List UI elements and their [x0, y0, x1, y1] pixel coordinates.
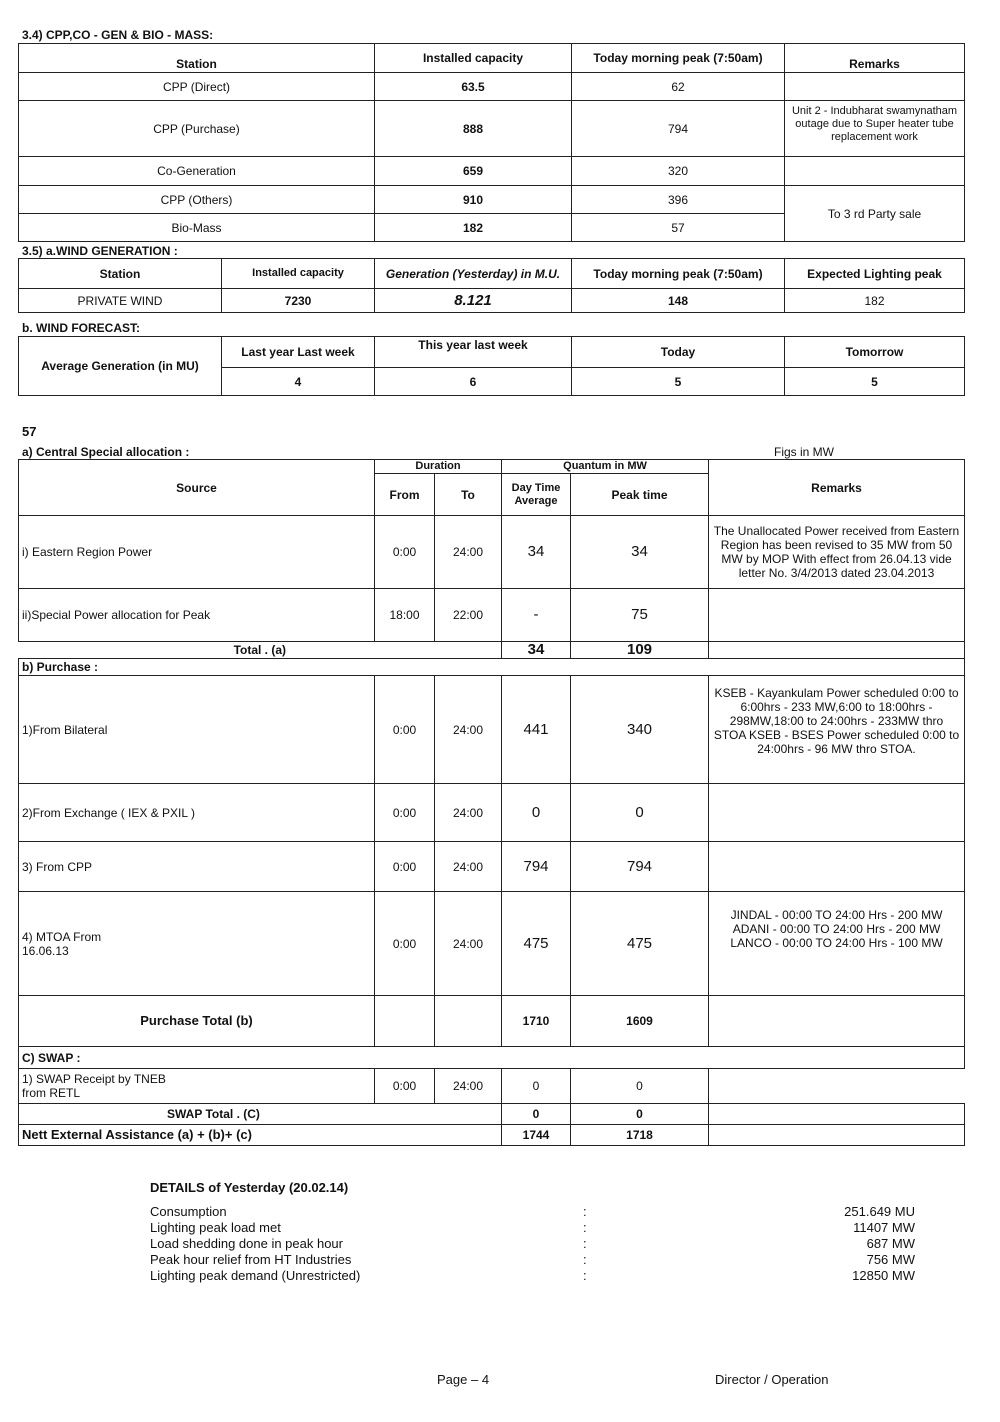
remarks-cell: Unit 2 - Indubharat swamynatham outage due to Super heater tube replacement work: [785, 101, 965, 157]
list-item: [150, 1268, 915, 1284]
to-cell: 24:00: [435, 842, 502, 892]
total-a-label: Total . (a): [19, 642, 502, 659]
day-average-cell: 794: [502, 842, 571, 892]
station-cell: CPP (Direct): [19, 73, 375, 101]
table-row: [19, 289, 965, 313]
expected-peak-header: Expected Lighting peak: [785, 259, 965, 289]
source-cell: 4) MTOA From 16.06.13: [19, 892, 375, 996]
nett-assistance-label: Nett External Assistance (a) + (b)+ (c): [19, 1125, 502, 1146]
from-cell: 0:00: [375, 676, 435, 784]
to-cell: 24:00: [435, 1069, 502, 1104]
duration-header: Duration: [375, 460, 502, 474]
purchase-total-label: Purchase Total (b): [19, 996, 375, 1047]
table-row: [19, 892, 965, 996]
to-cell: 24:00: [435, 516, 502, 589]
empty-cell: [709, 1104, 965, 1125]
peak-cell: 148: [572, 289, 785, 313]
average-generation-label: Average Generation (in MU): [19, 337, 222, 396]
today-value: 5: [572, 368, 785, 396]
wind-forecast-table: [18, 336, 965, 396]
total-row: [19, 1104, 965, 1125]
source-cell: ii)Special Power allocation for Peak: [19, 589, 375, 642]
to-cell: 24:00: [435, 676, 502, 784]
detail-value: 12850 MW: [852, 1268, 915, 1283]
remarks-cell: To 3 rd Party sale: [785, 186, 965, 242]
to-cell: 24:00: [435, 784, 502, 842]
empty-cell: [375, 996, 435, 1047]
to-cell: 22:00: [435, 589, 502, 642]
remarks-cell: JINDAL - 00:00 TO 24:00 Hrs - 200 MW ADANI - 00:00 TO 24:00 Hrs - 200 MW LANCO - 00:00 TO 24:00 Hrs - 100 MW: [709, 892, 965, 996]
remarks-cell: [709, 842, 965, 892]
signature-label: Director / Operation: [715, 1372, 829, 1387]
from-cell: 0:00: [375, 1069, 435, 1104]
this-year-header: This year last week: [375, 337, 572, 368]
detail-value: 756 MW: [866, 1252, 915, 1267]
day-average-cell: -: [502, 589, 571, 642]
remarks-cell: KSEB - Kayankulam Power scheduled 0:00 to 6:00hrs - 233 MW,6:00 to 18:00hrs - 298MW,18:00 to 24:00hrs - 233MW thro STOA KSEB - BSES Power scheduled 0:00 to 24:00hrs - 96 MW thro STOA.: [709, 676, 965, 784]
station-cell: Bio-Mass: [19, 214, 375, 242]
from-header: From: [375, 474, 435, 516]
wind-forecast-heading: b. WIND FORECAST:: [22, 321, 140, 335]
morning-peak-header: Today morning peak (7:50am): [572, 44, 785, 73]
total-a-peak: 109: [571, 642, 709, 659]
peak-time-cell: 0: [571, 784, 709, 842]
quantum-header: Quantum in MW: [502, 460, 709, 474]
swap-total-peak: 0: [571, 1104, 709, 1125]
installed-cell: 7230: [222, 289, 375, 313]
table-row: [19, 589, 965, 642]
peak-time-cell: 0: [571, 1069, 709, 1104]
peak-time-cell: 340: [571, 676, 709, 784]
central-allocation-heading: a) Central Special allocation :: [22, 445, 190, 459]
colon-separator: :: [583, 1236, 587, 1251]
peak-time-cell: 75: [571, 589, 709, 642]
empty-cell: [709, 1069, 965, 1104]
last-year-value: 4: [222, 368, 375, 396]
detail-label: Peak hour relief from HT Industries: [150, 1252, 352, 1267]
colon-separator: :: [583, 1268, 587, 1283]
peak-cell: 320: [572, 157, 785, 186]
peak-cell: 794: [572, 101, 785, 157]
remarks-cell: [785, 73, 965, 101]
page-number-label: 57: [22, 424, 37, 439]
station-cell: CPP (Purchase): [19, 101, 375, 157]
empty-cell: [709, 642, 965, 659]
table-header-row: [19, 460, 965, 474]
station-header: Station: [19, 44, 375, 73]
day-average-cell: 0: [502, 784, 571, 842]
source-header: Source: [19, 460, 375, 516]
table-row: [19, 101, 965, 157]
table-row: [19, 1069, 965, 1104]
colon-separator: :: [583, 1220, 587, 1235]
section-3-4-heading: 3.4) CPP,CO - GEN & BIO - MASS:: [22, 28, 214, 42]
detail-label: Consumption: [150, 1204, 227, 1219]
to-cell: 24:00: [435, 892, 502, 996]
cpp-table: [18, 43, 965, 242]
source-cell: 1)From Bilateral: [19, 676, 375, 784]
table-row: [19, 186, 965, 214]
tomorrow-header: Tomorrow: [785, 337, 965, 368]
detail-value: 687 MW: [866, 1236, 915, 1251]
total-row: [19, 642, 965, 659]
station-cell: Co-Generation: [19, 157, 375, 186]
table-header-row: [19, 259, 965, 289]
station-cell: CPP (Others): [19, 186, 375, 214]
generation-header: Generation (Yesterday) in M.U.: [375, 259, 572, 289]
source-cell: 3) From CPP: [19, 842, 375, 892]
tomorrow-value: 5: [785, 368, 965, 396]
detail-label: Lighting peak load met: [150, 1220, 281, 1235]
section-row: [19, 659, 965, 676]
details-list: [150, 1204, 915, 1284]
total-row: [19, 1125, 965, 1146]
source-cell: 2)From Exchange ( IEX & PXIL ): [19, 784, 375, 842]
peak-cell: 396: [572, 186, 785, 214]
purchase-total-average: 1710: [502, 996, 571, 1047]
remarks-header: Remarks: [785, 44, 965, 73]
installed-capacity-header: Installed capacity: [222, 259, 375, 289]
remarks-header: Remarks: [709, 460, 965, 516]
peak-time-cell: 794: [571, 842, 709, 892]
section-3-5-heading: 3.5) a.WIND GENERATION :: [22, 244, 178, 258]
expected-cell: 182: [785, 289, 965, 313]
day-average-header: Day Time Average: [502, 474, 571, 516]
detail-label: Lighting peak demand (Unrestricted): [150, 1268, 361, 1283]
colon-separator: :: [583, 1204, 587, 1219]
from-cell: 18:00: [375, 589, 435, 642]
peak-cell: 57: [572, 214, 785, 242]
day-average-cell: 0: [502, 1069, 571, 1104]
nett-assistance-average: 1744: [502, 1125, 571, 1146]
day-average-cell: 441: [502, 676, 571, 784]
installed-cell: 63.5: [375, 73, 572, 101]
page-footer-number: Page – 4: [437, 1372, 490, 1387]
from-cell: 0:00: [375, 842, 435, 892]
installed-cell: 182: [375, 214, 572, 242]
wind-generation-table: [18, 258, 965, 313]
list-item: [150, 1252, 915, 1268]
detail-label: Load shedding done in peak hour: [150, 1236, 343, 1251]
allocation-table: [18, 459, 965, 1146]
figs-note: Figs in MW: [774, 445, 834, 459]
nett-assistance-peak: 1718: [571, 1125, 709, 1146]
table-row: [19, 842, 965, 892]
today-header: Today: [572, 337, 785, 368]
table-header-row: [19, 337, 965, 368]
source-cell: 1) SWAP Receipt by TNEB from RETL: [19, 1069, 375, 1104]
empty-cell: [435, 996, 502, 1047]
swap-total-average: 0: [502, 1104, 571, 1125]
table-header-row: [19, 44, 965, 73]
from-cell: 0:00: [375, 516, 435, 589]
this-year-value: 6: [375, 368, 572, 396]
remarks-cell: [709, 784, 965, 842]
installed-cell: 659: [375, 157, 572, 186]
morning-peak-header: Today morning peak (7:50am): [572, 259, 785, 289]
day-average-cell: 34: [502, 516, 571, 589]
colon-separator: :: [583, 1252, 587, 1267]
list-item: [150, 1236, 915, 1252]
detail-value: 11407 MW: [853, 1220, 915, 1235]
remarks-cell: [709, 589, 965, 642]
list-item: [150, 1220, 915, 1236]
source-cell: i) Eastern Region Power: [19, 516, 375, 589]
installed-cell: 888: [375, 101, 572, 157]
generation-cell: 8.121: [375, 289, 572, 313]
from-cell: 0:00: [375, 784, 435, 842]
total-a-average: 34: [502, 642, 571, 659]
peak-time-cell: 34: [571, 516, 709, 589]
last-year-header: Last year Last week: [222, 337, 375, 368]
station-header: Station: [19, 259, 222, 289]
peak-time-header: Peak time: [571, 474, 709, 516]
empty-cell: [709, 996, 965, 1047]
total-row: [19, 996, 965, 1047]
swap-total-label: SWAP Total . (C): [19, 1104, 502, 1125]
list-item: [150, 1204, 915, 1220]
remarks-cell: [785, 157, 965, 186]
swap-heading: C) SWAP :: [19, 1047, 965, 1069]
installed-capacity-header: Installed capacity: [375, 44, 572, 73]
table-row: [19, 516, 965, 589]
station-cell: PRIVATE WIND: [19, 289, 222, 313]
remarks-cell: The Unallocated Power received from Eastern Region has been revised to 35 MW from 50 MW by MOP With effect from 26.04.13 vide letter No. 3/4/2013 dated 23.04.2013: [709, 516, 965, 589]
from-cell: 0:00: [375, 892, 435, 996]
peak-cell: 62: [572, 73, 785, 101]
section-row: [19, 1047, 965, 1069]
installed-cell: 910: [375, 186, 572, 214]
empty-cell: [709, 1125, 965, 1146]
details-heading: DETAILS of Yesterday (20.02.14): [150, 1180, 349, 1195]
table-row: [19, 676, 965, 784]
purchase-total-peak: 1609: [571, 996, 709, 1047]
peak-time-cell: 475: [571, 892, 709, 996]
table-row: [19, 157, 965, 186]
day-average-cell: 475: [502, 892, 571, 996]
detail-value: 251.649 MU: [844, 1204, 915, 1219]
to-header: To: [435, 474, 502, 516]
table-row: [19, 73, 965, 101]
table-row: [19, 784, 965, 842]
purchase-heading: b) Purchase :: [19, 659, 965, 676]
